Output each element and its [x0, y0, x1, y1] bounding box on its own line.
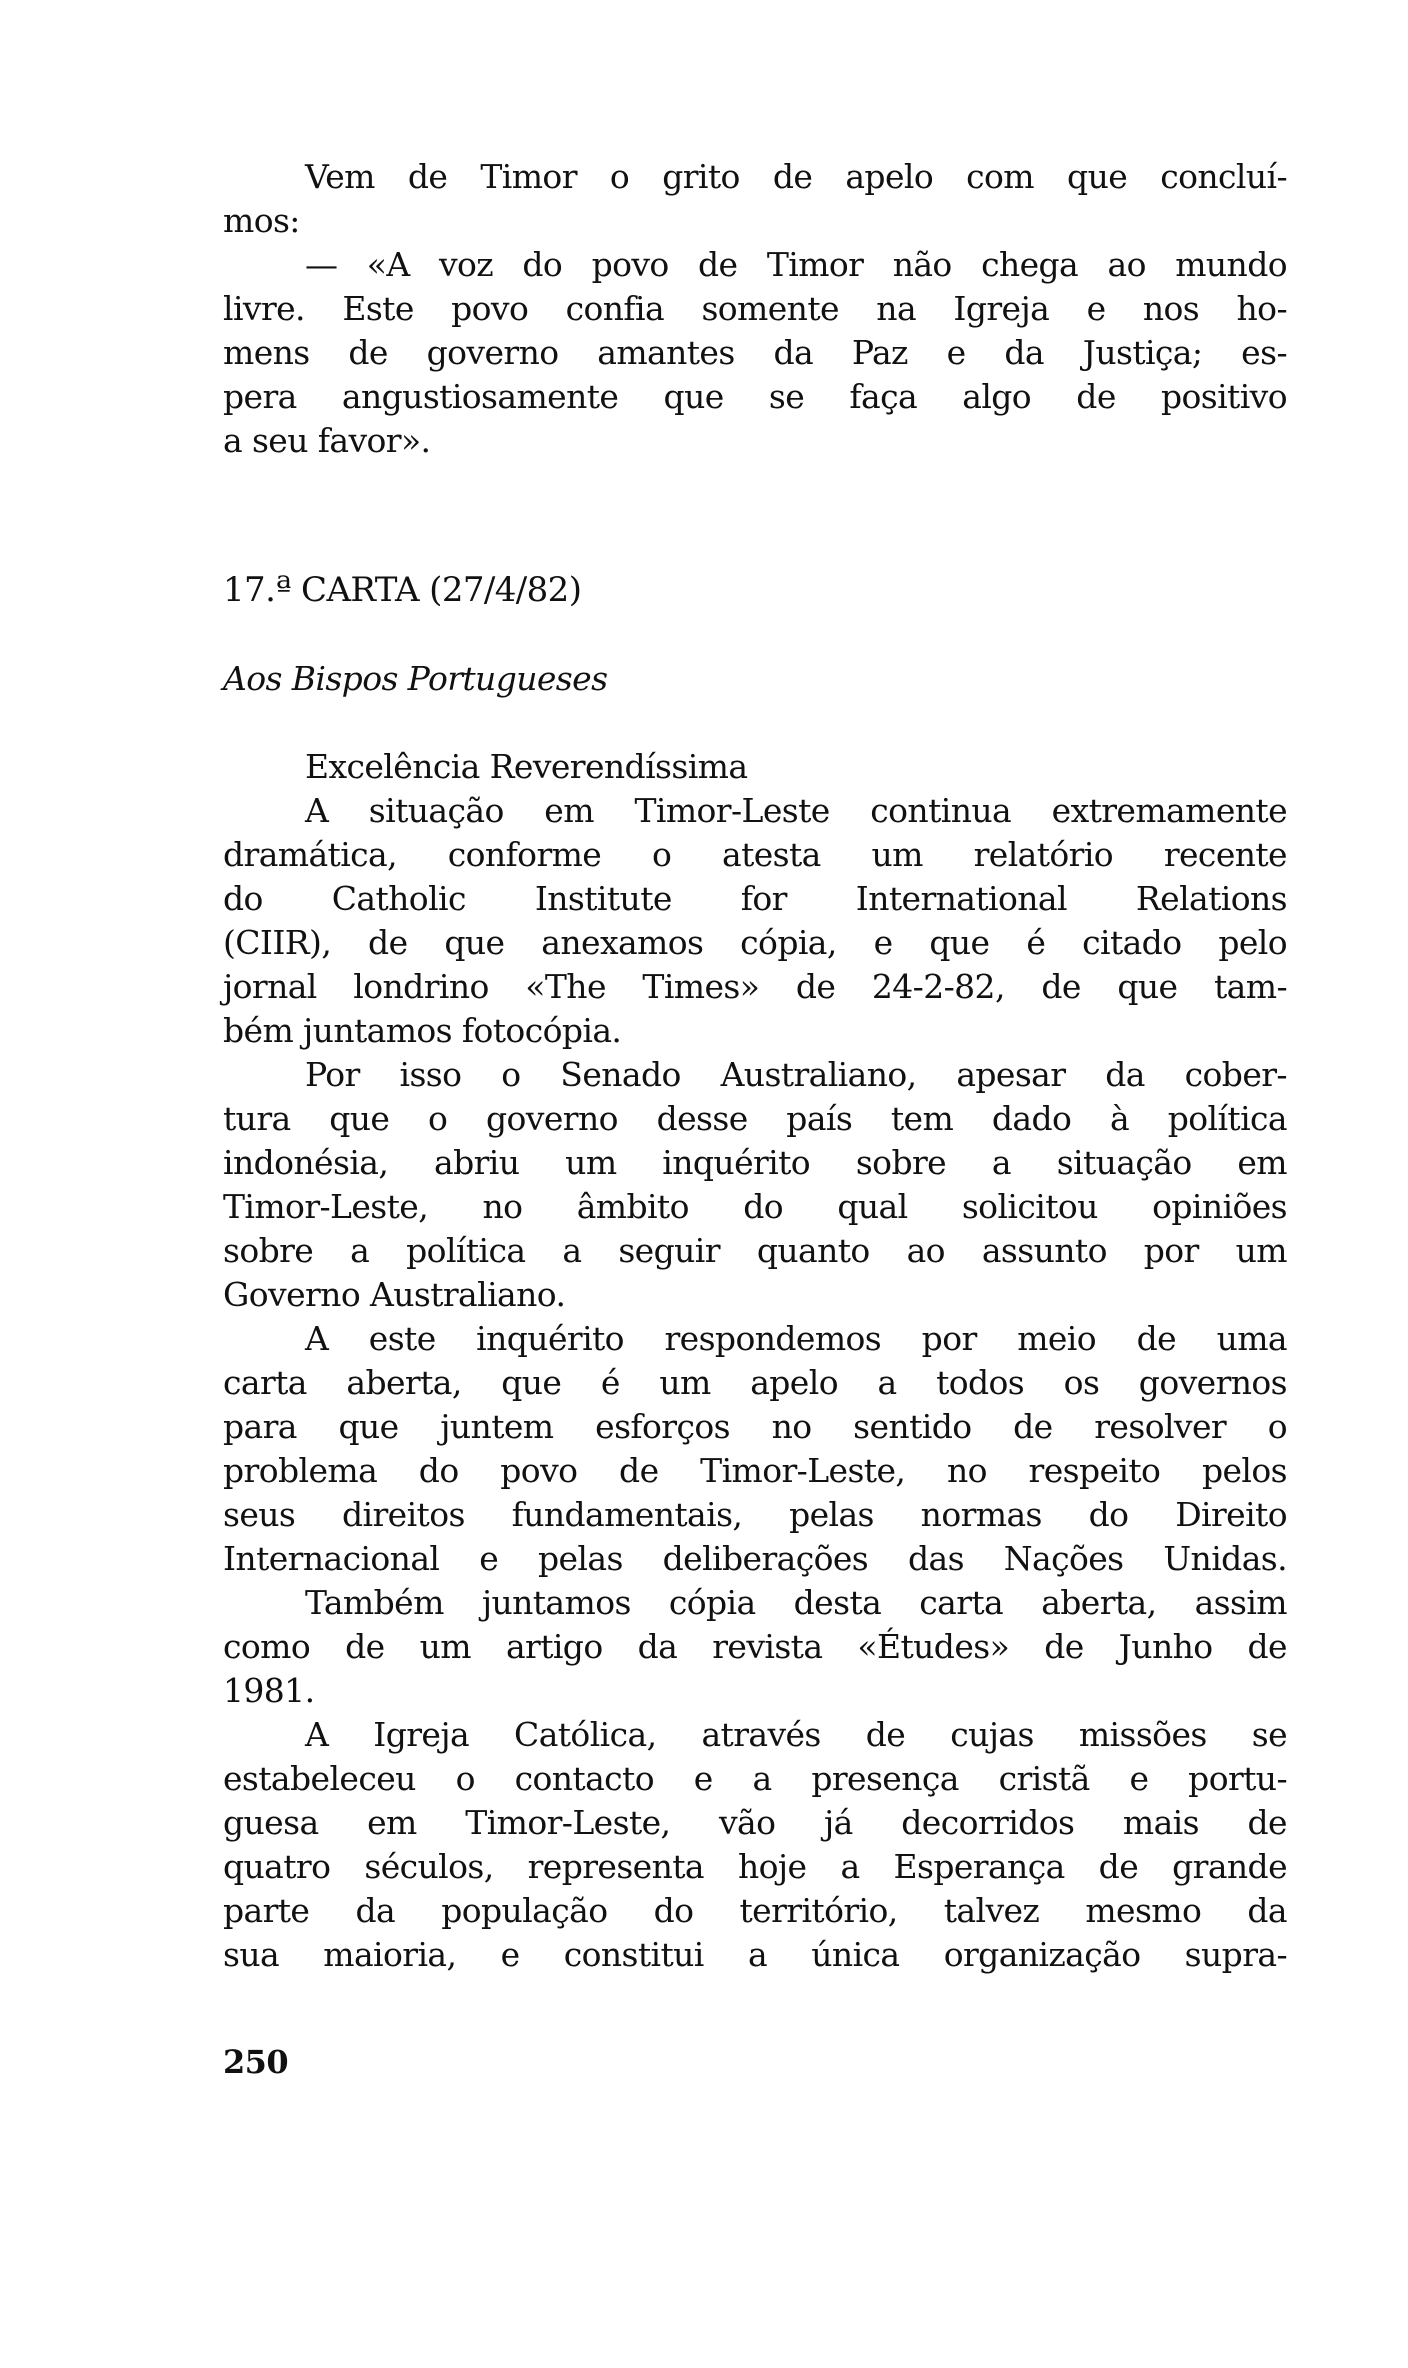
paragraph-line: mos: [223, 201, 300, 240]
paragraph-line: parte da população do território, talvez mesmo da [223, 1891, 1287, 1930]
paragraph-line: para que juntem esforços no sentido de resolver o [223, 1407, 1287, 1446]
paragraph-line: A situação em Timor-Leste continua extremamente [305, 791, 1287, 830]
paragraph-line: tura que o governo desse país tem dado à política [223, 1099, 1287, 1138]
paragraph-line: seus direitos fundamentais, pelas normas do Direito [223, 1495, 1287, 1534]
paragraph-line: jornal londrino «The Times» de 24-2-82, de que tam- [223, 967, 1287, 1006]
paragraph-line: guesa em Timor-Leste, vão já decorridos mais de [223, 1803, 1287, 1842]
paragraph-line: Por isso o Senado Australiano, apesar da cober- [305, 1055, 1287, 1094]
paragraph-line: carta aberta, que é um apelo a todos os governos [223, 1363, 1287, 1402]
paragraph-line: A Igreja Católica, através de cujas missões se [305, 1715, 1287, 1754]
paragraph-line: Também juntamos cópia desta carta aberta, assim [305, 1583, 1287, 1622]
paragraph-line: sua maioria, e constitui a única organização supra- [223, 1935, 1287, 1974]
letter-heading: 17.ª CARTA (27/4/82) [223, 570, 582, 610]
paragraph-line: problema do povo de Timor-Leste, no respeito pelos [223, 1451, 1287, 1490]
paragraph-line: Vem de Timor o grito de apelo com que concluí- [305, 157, 1287, 196]
paragraph-line: quatro séculos, representa hoje a Esperança de grande [223, 1847, 1287, 1886]
letter-recipient: Aos Bispos Portugueses [223, 659, 608, 698]
paragraph-line: sobre a política a seguir quanto ao assunto por um [223, 1231, 1287, 1270]
paragraph-line: como de um artigo da revista «Études» de Junho de [223, 1627, 1287, 1666]
paragraph-line: (CIIR), de que anexamos cópia, e que é citado pelo [223, 923, 1287, 962]
quote-line: livre. Este povo confia somente na Igreja e nos ho- [223, 289, 1287, 328]
paragraph-line: estabeleceu o contacto e a presença cristã e portu- [223, 1759, 1287, 1798]
quote-line: — «A voz do povo de Timor não chega ao mundo [305, 245, 1287, 284]
quote-line: mens de governo amantes da Paz e da Justiça; es- [223, 333, 1287, 372]
page-number: 250 [223, 2043, 288, 2081]
paragraph-line: dramática, conforme o atesta um relatório recente [223, 835, 1287, 874]
paragraph-line: do Catholic Institute for International Relations [223, 879, 1287, 918]
paragraph-line: Internacional e pelas deliberações das Nações Unidas. [223, 1539, 1287, 1578]
salutation: Excelência Reverendíssima [305, 747, 748, 786]
quote-line: pera angustiosamente que se faça algo de positivo [223, 377, 1287, 416]
paragraph-line: Timor-Leste, no âmbito do qual solicitou opiniões [223, 1187, 1287, 1226]
paragraph-line: A este inquérito respondemos por meio de uma [305, 1319, 1287, 1358]
paragraph-line: bém juntamos fotocópia. [223, 1011, 622, 1050]
paragraph-line: 1981. [223, 1671, 315, 1710]
paragraph-line: indonésia, abriu um inquérito sobre a situação em [223, 1143, 1287, 1182]
quote-line: a seu favor». [223, 421, 431, 460]
paragraph-line: Governo Australiano. [223, 1275, 566, 1314]
